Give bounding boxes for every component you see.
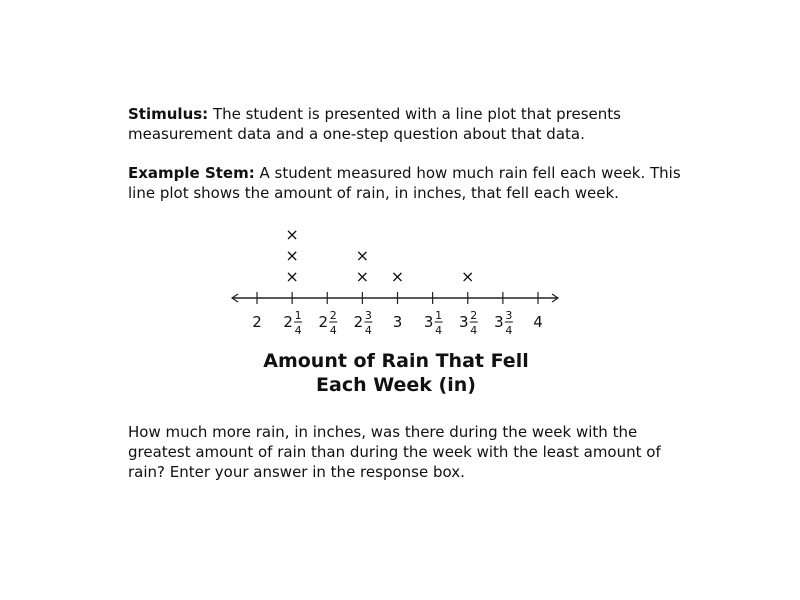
tick-label-denominator: 4 bbox=[329, 324, 337, 337]
data-point-x: × bbox=[285, 246, 299, 265]
tick-label-denominator: 4 bbox=[294, 324, 302, 337]
tick-label-numerator: 3 bbox=[364, 309, 372, 322]
tick-label-numerator: 1 bbox=[435, 309, 443, 322]
tick-label: 2 bbox=[252, 313, 262, 331]
data-point-x: × bbox=[355, 246, 370, 265]
tick-label-numerator: 2 bbox=[329, 309, 337, 322]
tick-label-denominator: 4 bbox=[505, 324, 513, 337]
tick-label-numerator: 1 bbox=[294, 309, 302, 322]
tick-label-whole: 3 bbox=[423, 313, 434, 331]
tick-label-denominator: 4 bbox=[435, 324, 443, 337]
data-point-x: × bbox=[285, 267, 299, 286]
stimulus-text: The student is presented with a line plot that presents measurement data and a one-step question about that data. bbox=[128, 105, 621, 143]
data-point-x: × bbox=[390, 267, 405, 286]
example-stem-text: A student measured how much rain fell each week. This line plot shows the amount of rain, in inches, that fell each week. bbox=[128, 164, 681, 202]
tick-label-whole: 3 bbox=[458, 313, 469, 331]
chart-title-line-1: Amount of Rain That Fell bbox=[263, 350, 529, 372]
tick-label-whole: 2 bbox=[283, 313, 293, 331]
tick-label-denominator: 4 bbox=[470, 324, 478, 337]
tick-label-whole: 3 bbox=[494, 313, 504, 331]
tick-label-numerator: 3 bbox=[505, 309, 513, 322]
tick-label-denominator: 4 bbox=[364, 324, 372, 337]
tick-label-numerator: 2 bbox=[470, 309, 478, 322]
data-point-x: × bbox=[355, 267, 370, 286]
chart-title-line-2: Each Week (in) bbox=[316, 374, 476, 396]
tick-label: 3 bbox=[392, 313, 403, 331]
data-point-x: × bbox=[461, 267, 475, 286]
question-paragraph: How much more rain, in inches, was there during the week with the greatest amount of rain than during the week with the least amount of rain? Enter your answer in the response box. bbox=[128, 423, 661, 481]
data-point-x: × bbox=[285, 225, 299, 244]
tick-label: 4 bbox=[533, 313, 543, 331]
example-stem-label: Example Stem: bbox=[128, 164, 255, 182]
tick-label-whole: 2 bbox=[353, 313, 364, 331]
stimulus-label: Stimulus: bbox=[128, 105, 209, 123]
tick-label-whole: 2 bbox=[318, 313, 329, 331]
